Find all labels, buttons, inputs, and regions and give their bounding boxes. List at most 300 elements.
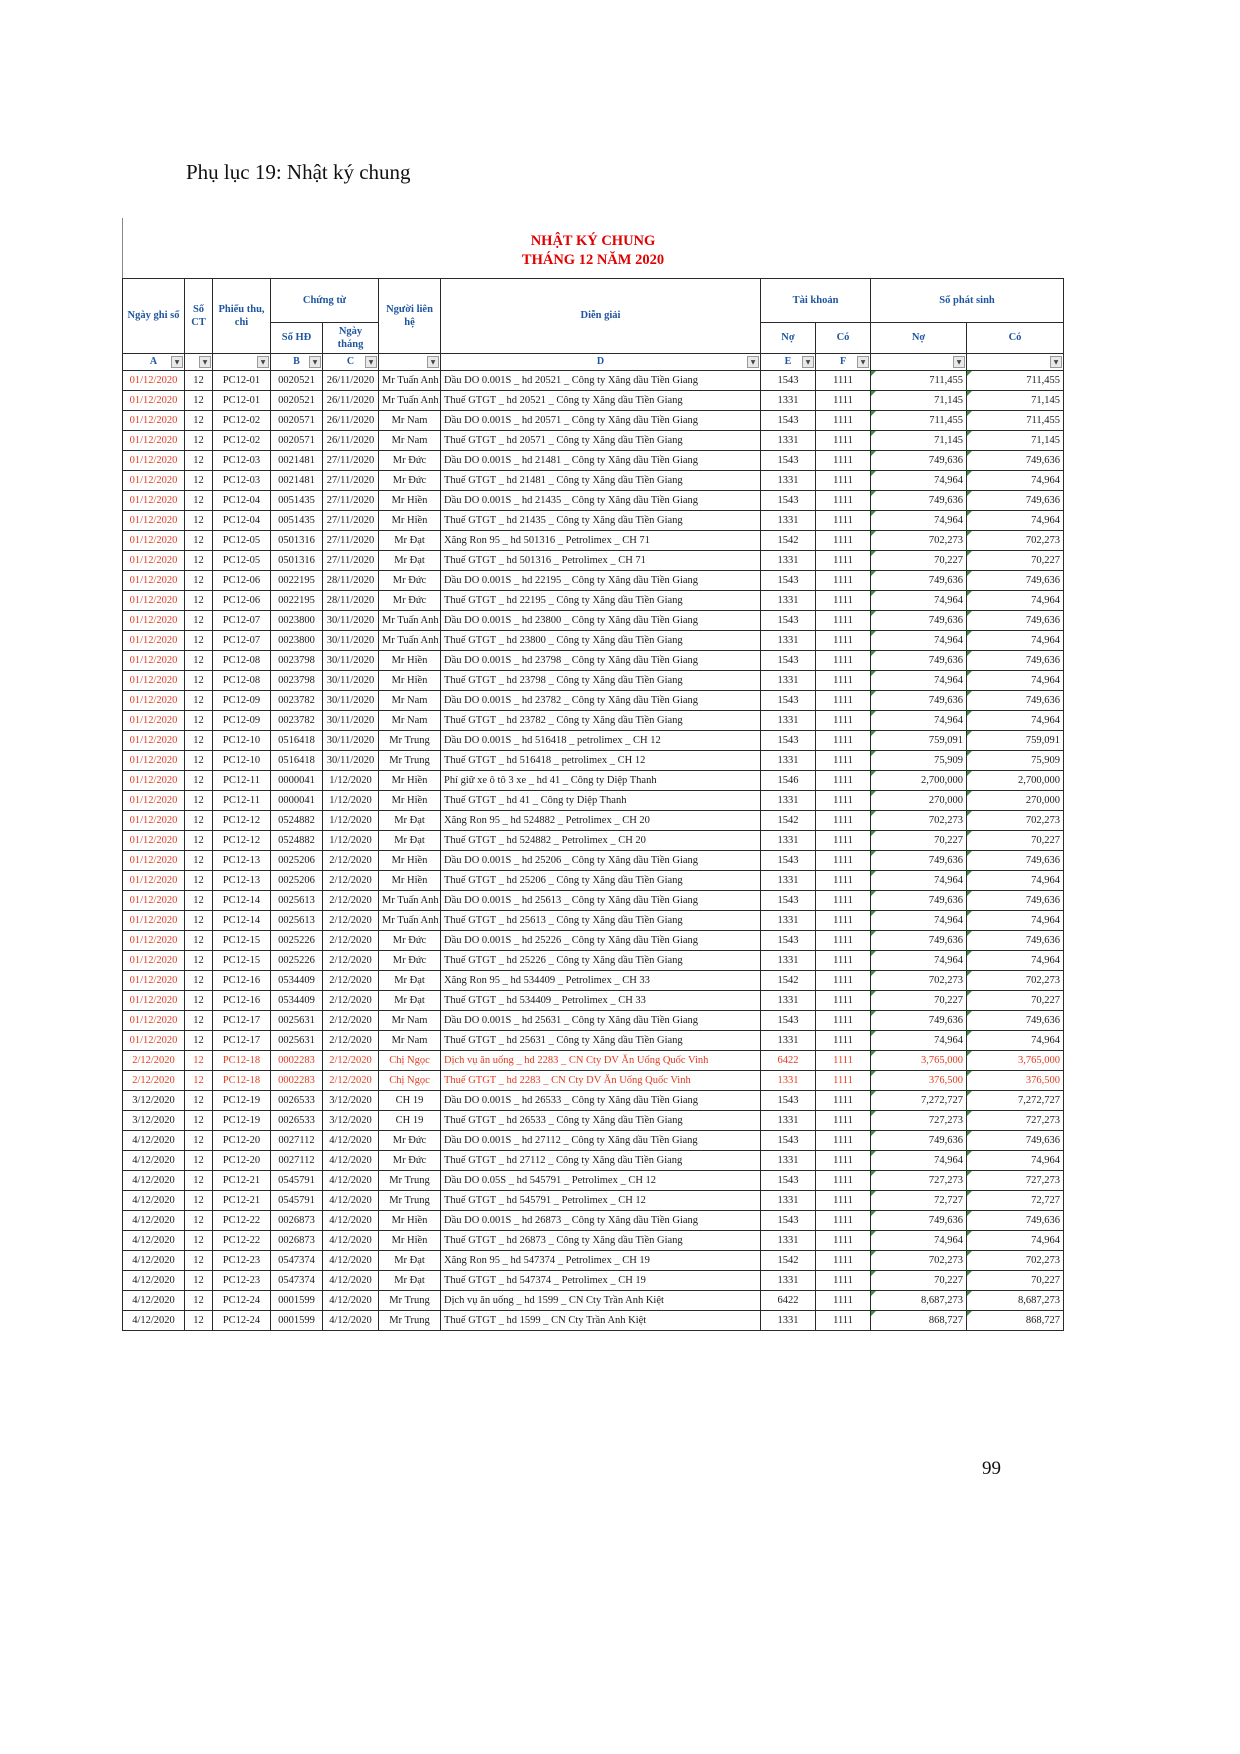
page-heading: Phụ lục 19: Nhật ký chung bbox=[186, 160, 411, 184]
cell-dg: Dầu DO 0.001S _ hd 26873 _ Công ty Xăng dầu Tiền Giang bbox=[441, 1210, 761, 1230]
cell-phieu: PC12-13 bbox=[213, 850, 271, 870]
cell-date: 01/12/2020 bbox=[123, 570, 185, 590]
cell-co: 1111 bbox=[816, 1270, 871, 1290]
cell-psc: 74,964 bbox=[967, 1030, 1064, 1050]
cell-date: 01/12/2020 bbox=[123, 770, 185, 790]
cell-hd: 0023798 bbox=[271, 650, 323, 670]
cell-no: 1543 bbox=[761, 410, 816, 430]
cell-ct: 12 bbox=[185, 530, 213, 550]
cell-psc: 702,273 bbox=[967, 970, 1064, 990]
cell-no: 1543 bbox=[761, 610, 816, 630]
column-letter-cell bbox=[213, 353, 271, 370]
cell-co: 1111 bbox=[816, 970, 871, 990]
cell-date: 4/12/2020 bbox=[123, 1250, 185, 1270]
cell-dg: Thuế GTGT _ hd 2283 _ CN Cty DV Ăn Uống Quốc Vinh bbox=[441, 1070, 761, 1090]
cell-phieu: PC12-03 bbox=[213, 470, 271, 490]
cell-dg: Dầu DO 0.001S _ hd 22195 _ Công ty Xăng dầu Tiền Giang bbox=[441, 570, 761, 590]
cell-lh: Mr Hiền bbox=[379, 1230, 441, 1250]
cell-lh: Mr Đạt bbox=[379, 1270, 441, 1290]
cell-ct: 12 bbox=[185, 1230, 213, 1250]
cell-date: 01/12/2020 bbox=[123, 870, 185, 890]
cell-phieu: PC12-14 bbox=[213, 910, 271, 930]
cell-hd: 0516418 bbox=[271, 730, 323, 750]
cell-ct: 12 bbox=[185, 870, 213, 890]
cell-co: 1111 bbox=[816, 470, 871, 490]
cell-psc: 270,000 bbox=[967, 790, 1064, 810]
table-row bbox=[123, 430, 1064, 450]
cell-phieu: PC12-11 bbox=[213, 790, 271, 810]
cell-lh: Mr Tuấn Anh bbox=[379, 610, 441, 630]
cell-lh: Mr Nam bbox=[379, 710, 441, 730]
cell-lh: Mr Đức bbox=[379, 450, 441, 470]
cell-ct: 12 bbox=[185, 510, 213, 530]
cell-ngay: 27/11/2020 bbox=[323, 470, 379, 490]
cell-psn: 3,765,000 bbox=[871, 1050, 967, 1070]
column-letter: D bbox=[596, 356, 605, 368]
cell-no: 1543 bbox=[761, 850, 816, 870]
cell-date: 01/12/2020 bbox=[123, 430, 185, 450]
filter-dropdown-icon[interactable]: ▼ bbox=[857, 356, 869, 368]
cell-no: 1331 bbox=[761, 750, 816, 770]
cell-ct: 12 bbox=[185, 1150, 213, 1170]
cell-psc: 749,636 bbox=[967, 690, 1064, 710]
cell-psc: 749,636 bbox=[967, 450, 1064, 470]
cell-dg: Dầu DO 0.001S _ hd 21435 _ Công ty Xăng dầu Tiền Giang bbox=[441, 490, 761, 510]
cell-ngay: 4/12/2020 bbox=[323, 1290, 379, 1310]
cell-co: 1111 bbox=[816, 1130, 871, 1150]
cell-no: 1331 bbox=[761, 670, 816, 690]
cell-co: 1111 bbox=[816, 1310, 871, 1330]
cell-lh: Mr Đức bbox=[379, 1150, 441, 1170]
header-dien-giai: Diễn giải bbox=[441, 278, 761, 353]
cell-lh: Mr Đạt bbox=[379, 830, 441, 850]
filter-dropdown-icon[interactable]: ▼ bbox=[171, 356, 183, 368]
cell-ngay: 28/11/2020 bbox=[323, 590, 379, 610]
cell-date: 01/12/2020 bbox=[123, 750, 185, 770]
cell-lh: Mr Đức bbox=[379, 470, 441, 490]
cell-no: 1331 bbox=[761, 550, 816, 570]
filter-dropdown-icon[interactable]: ▼ bbox=[309, 356, 321, 368]
cell-hd: 0021481 bbox=[271, 450, 323, 470]
cell-psn: 749,636 bbox=[871, 1010, 967, 1030]
cell-ngay: 2/12/2020 bbox=[323, 970, 379, 990]
cell-psc: 71,145 bbox=[967, 430, 1064, 450]
cell-psn: 376,500 bbox=[871, 1070, 967, 1090]
cell-psn: 749,636 bbox=[871, 490, 967, 510]
cell-psc: 749,636 bbox=[967, 570, 1064, 590]
filter-dropdown-icon[interactable]: ▼ bbox=[199, 356, 211, 368]
table-row bbox=[123, 610, 1064, 630]
cell-dg: Thuế GTGT _ hd 23798 _ Công ty Xăng dầu Tiền Giang bbox=[441, 670, 761, 690]
cell-dg: Dầu DO 0.001S _ hd 25613 _ Công ty Xăng dầu Tiền Giang bbox=[441, 890, 761, 910]
cell-ngay: 27/11/2020 bbox=[323, 490, 379, 510]
cell-ct: 12 bbox=[185, 1170, 213, 1190]
cell-date: 3/12/2020 bbox=[123, 1110, 185, 1130]
cell-no: 1546 bbox=[761, 770, 816, 790]
cell-lh: Mr Hiền bbox=[379, 510, 441, 530]
cell-no: 1542 bbox=[761, 1250, 816, 1270]
cell-lh: Mr Trung bbox=[379, 1290, 441, 1310]
cell-ct: 12 bbox=[185, 470, 213, 490]
cell-co: 1111 bbox=[816, 730, 871, 750]
column-letter-cell bbox=[123, 353, 185, 370]
cell-no: 1331 bbox=[761, 910, 816, 930]
cell-psc: 2,700,000 bbox=[967, 770, 1064, 790]
cell-dg: Dầu DO 0.001S _ hd 26533 _ Công ty Xăng dầu Tiền Giang bbox=[441, 1090, 761, 1110]
cell-ct: 12 bbox=[185, 390, 213, 410]
cell-hd: 0025631 bbox=[271, 1010, 323, 1030]
cell-ct: 12 bbox=[185, 1110, 213, 1130]
cell-psn: 702,273 bbox=[871, 1250, 967, 1270]
cell-ngay: 4/12/2020 bbox=[323, 1270, 379, 1290]
cell-date: 01/12/2020 bbox=[123, 970, 185, 990]
cell-ngay: 27/11/2020 bbox=[323, 550, 379, 570]
table-row bbox=[123, 510, 1064, 530]
cell-date: 01/12/2020 bbox=[123, 990, 185, 1010]
cell-phieu: PC12-16 bbox=[213, 990, 271, 1010]
cell-ngay: 2/12/2020 bbox=[323, 870, 379, 890]
cell-hd: 0022195 bbox=[271, 590, 323, 610]
cell-ngay: 2/12/2020 bbox=[323, 990, 379, 1010]
cell-dg: Dầu DO 0.001S _ hd 25206 _ Công ty Xăng dầu Tiền Giang bbox=[441, 850, 761, 870]
cell-ct: 12 bbox=[185, 410, 213, 430]
cell-dg: Thuế GTGT _ hd 20521 _ Công ty Xăng dầu Tiền Giang bbox=[441, 390, 761, 410]
cell-co: 1111 bbox=[816, 1110, 871, 1130]
cell-psc: 74,964 bbox=[967, 470, 1064, 490]
cell-co: 1111 bbox=[816, 670, 871, 690]
cell-co: 1111 bbox=[816, 930, 871, 950]
cell-phieu: PC12-18 bbox=[213, 1070, 271, 1090]
cell-co: 1111 bbox=[816, 750, 871, 770]
cell-ngay: 2/12/2020 bbox=[323, 1070, 379, 1090]
cell-co: 1111 bbox=[816, 1170, 871, 1190]
cell-ct: 12 bbox=[185, 1210, 213, 1230]
cell-phieu: PC12-09 bbox=[213, 710, 271, 730]
table-row bbox=[123, 1210, 1064, 1230]
cell-psc: 711,455 bbox=[967, 410, 1064, 430]
cell-date: 4/12/2020 bbox=[123, 1170, 185, 1190]
cell-dg: Dầu DO 0.001S _ hd 23782 _ Công ty Xăng dầu Tiền Giang bbox=[441, 690, 761, 710]
cell-ct: 12 bbox=[185, 710, 213, 730]
cell-hd: 0020571 bbox=[271, 430, 323, 450]
cell-ngay: 4/12/2020 bbox=[323, 1150, 379, 1170]
column-letter-cell bbox=[185, 353, 213, 370]
cell-ngay: 27/11/2020 bbox=[323, 450, 379, 470]
cell-psn: 70,227 bbox=[871, 550, 967, 570]
cell-lh: Mr Đạt bbox=[379, 990, 441, 1010]
cell-no: 1543 bbox=[761, 370, 816, 390]
table-row bbox=[123, 650, 1064, 670]
cell-phieu: PC12-24 bbox=[213, 1310, 271, 1330]
cell-dg: Thuế GTGT _ hd 516418 _ petrolimex _ CH 12 bbox=[441, 750, 761, 770]
cell-no: 1542 bbox=[761, 530, 816, 550]
cell-ngay: 30/11/2020 bbox=[323, 750, 379, 770]
table-row bbox=[123, 890, 1064, 910]
cell-ngay: 4/12/2020 bbox=[323, 1170, 379, 1190]
cell-hd: 0023782 bbox=[271, 690, 323, 710]
cell-psc: 749,636 bbox=[967, 1210, 1064, 1230]
cell-ct: 12 bbox=[185, 1190, 213, 1210]
cell-psn: 702,273 bbox=[871, 530, 967, 550]
table-row bbox=[123, 770, 1064, 790]
table-row bbox=[123, 1130, 1064, 1150]
cell-phieu: PC12-21 bbox=[213, 1170, 271, 1190]
cell-hd: 0025631 bbox=[271, 1030, 323, 1050]
cell-ngay: 30/11/2020 bbox=[323, 610, 379, 630]
table-row bbox=[123, 450, 1064, 470]
table-row bbox=[123, 1250, 1064, 1270]
filter-dropdown-icon[interactable]: ▼ bbox=[257, 356, 269, 368]
filter-dropdown-icon[interactable]: ▼ bbox=[365, 356, 377, 368]
table-row bbox=[123, 730, 1064, 750]
cell-ngay: 30/11/2020 bbox=[323, 710, 379, 730]
cell-hd: 0020521 bbox=[271, 390, 323, 410]
journal-rows bbox=[123, 370, 1064, 1330]
cell-phieu: PC12-04 bbox=[213, 510, 271, 530]
column-letter-cell bbox=[967, 353, 1064, 370]
cell-hd: 0023800 bbox=[271, 630, 323, 650]
cell-co: 1111 bbox=[816, 550, 871, 570]
cell-co: 1111 bbox=[816, 890, 871, 910]
filter-dropdown-icon[interactable]: ▼ bbox=[427, 356, 439, 368]
cell-date: 01/12/2020 bbox=[123, 470, 185, 490]
cell-no: 1543 bbox=[761, 730, 816, 750]
cell-psn: 749,636 bbox=[871, 1210, 967, 1230]
cell-dg: Thuế GTGT _ hd 524882 _ Petrolimex _ CH 20 bbox=[441, 830, 761, 850]
cell-psc: 702,273 bbox=[967, 810, 1064, 830]
column-letter-cell bbox=[271, 353, 323, 370]
cell-ngay: 4/12/2020 bbox=[323, 1230, 379, 1250]
cell-dg: Dầu DO 0.05S _ hd 545791 _ Petrolimex _ CH 12 bbox=[441, 1170, 761, 1190]
cell-date: 4/12/2020 bbox=[123, 1210, 185, 1230]
cell-hd: 0000041 bbox=[271, 770, 323, 790]
cell-date: 01/12/2020 bbox=[123, 950, 185, 970]
cell-date: 01/12/2020 bbox=[123, 630, 185, 650]
header-ngay-thang: Ngày tháng bbox=[323, 322, 379, 353]
cell-dg: Dầu DO 0.001S _ hd 27112 _ Công ty Xăng dầu Tiền Giang bbox=[441, 1130, 761, 1150]
cell-date: 01/12/2020 bbox=[123, 610, 185, 630]
cell-phieu: PC12-08 bbox=[213, 650, 271, 670]
cell-dg: Xăng Ron 95 _ hd 547374 _ Petrolimex _ CH 19 bbox=[441, 1250, 761, 1270]
table-row bbox=[123, 590, 1064, 610]
cell-psn: 74,964 bbox=[871, 470, 967, 490]
cell-ct: 12 bbox=[185, 950, 213, 970]
spreadsheet-area bbox=[122, 218, 1063, 1331]
cell-co: 1111 bbox=[816, 990, 871, 1010]
cell-ct: 12 bbox=[185, 1050, 213, 1070]
cell-ngay: 2/12/2020 bbox=[323, 1050, 379, 1070]
cell-ct: 12 bbox=[185, 650, 213, 670]
cell-co: 1111 bbox=[816, 690, 871, 710]
cell-psc: 3,765,000 bbox=[967, 1050, 1064, 1070]
cell-psn: 270,000 bbox=[871, 790, 967, 810]
cell-phieu: PC12-19 bbox=[213, 1110, 271, 1130]
cell-lh: CH 19 bbox=[379, 1110, 441, 1130]
cell-hd: 0023798 bbox=[271, 670, 323, 690]
table-row bbox=[123, 690, 1064, 710]
cell-date: 4/12/2020 bbox=[123, 1230, 185, 1250]
cell-ct: 12 bbox=[185, 1090, 213, 1110]
cell-date: 01/12/2020 bbox=[123, 590, 185, 610]
cell-ngay: 26/11/2020 bbox=[323, 410, 379, 430]
cell-dg: Dầu DO 0.001S _ hd 21481 _ Công ty Xăng dầu Tiền Giang bbox=[441, 450, 761, 470]
cell-hd: 0051435 bbox=[271, 510, 323, 530]
cell-lh: Mr Tuấn Anh bbox=[379, 890, 441, 910]
filter-dropdown-icon[interactable]: ▼ bbox=[1050, 356, 1062, 368]
cell-lh: Mr Nam bbox=[379, 690, 441, 710]
cell-ct: 12 bbox=[185, 1310, 213, 1330]
cell-phieu: PC12-21 bbox=[213, 1190, 271, 1210]
cell-lh: Mr Trung bbox=[379, 730, 441, 750]
cell-ngay: 2/12/2020 bbox=[323, 910, 379, 930]
cell-dg: Thuế GTGT _ hd 23800 _ Công ty Xăng dầu Tiền Giang bbox=[441, 630, 761, 650]
cell-hd: 0025206 bbox=[271, 850, 323, 870]
cell-psc: 74,964 bbox=[967, 630, 1064, 650]
cell-ngay: 30/11/2020 bbox=[323, 630, 379, 650]
cell-hd: 0027112 bbox=[271, 1130, 323, 1150]
cell-dg: Phí giữ xe ô tô 3 xe _ hd 41 _ Công ty Diệp Thanh bbox=[441, 770, 761, 790]
cell-dg: Thuế GTGT _ hd 21481 _ Công ty Xăng dầu Tiền Giang bbox=[441, 470, 761, 490]
cell-date: 01/12/2020 bbox=[123, 890, 185, 910]
cell-lh: Mr Trung bbox=[379, 1170, 441, 1190]
cell-phieu: PC12-22 bbox=[213, 1230, 271, 1250]
cell-co: 1111 bbox=[816, 610, 871, 630]
table-row bbox=[123, 990, 1064, 1010]
cell-hd: 0524882 bbox=[271, 830, 323, 850]
cell-date: 01/12/2020 bbox=[123, 730, 185, 750]
cell-psc: 74,964 bbox=[967, 670, 1064, 690]
cell-no: 1543 bbox=[761, 490, 816, 510]
cell-psn: 727,273 bbox=[871, 1170, 967, 1190]
cell-ct: 12 bbox=[185, 1010, 213, 1030]
cell-hd: 0026873 bbox=[271, 1230, 323, 1250]
cell-co: 1111 bbox=[816, 530, 871, 550]
cell-date: 2/12/2020 bbox=[123, 1070, 185, 1090]
cell-ngay: 1/12/2020 bbox=[323, 790, 379, 810]
cell-ngay: 2/12/2020 bbox=[323, 850, 379, 870]
cell-psc: 376,500 bbox=[967, 1070, 1064, 1090]
cell-no: 1543 bbox=[761, 1170, 816, 1190]
header-so-hd: Số HĐ bbox=[271, 322, 323, 353]
cell-lh: Mr Đức bbox=[379, 590, 441, 610]
cell-no: 1543 bbox=[761, 1010, 816, 1030]
cell-date: 2/12/2020 bbox=[123, 1050, 185, 1070]
page-number: 99 bbox=[982, 1458, 1001, 1479]
cell-no: 1543 bbox=[761, 890, 816, 910]
cell-co: 1111 bbox=[816, 910, 871, 930]
filter-dropdown-icon[interactable]: ▼ bbox=[802, 356, 814, 368]
cell-ngay: 27/11/2020 bbox=[323, 530, 379, 550]
header-so-phat-sinh: Số phát sinh bbox=[871, 278, 1064, 322]
cell-hd: 0022195 bbox=[271, 570, 323, 590]
cell-co: 1111 bbox=[816, 1250, 871, 1270]
cell-no: 1331 bbox=[761, 390, 816, 410]
cell-ngay: 30/11/2020 bbox=[323, 730, 379, 750]
cell-date: 01/12/2020 bbox=[123, 850, 185, 870]
cell-hd: 0026533 bbox=[271, 1110, 323, 1130]
cell-date: 01/12/2020 bbox=[123, 790, 185, 810]
cell-co: 1111 bbox=[816, 810, 871, 830]
cell-co: 1111 bbox=[816, 370, 871, 390]
cell-lh: Mr Hiền bbox=[379, 670, 441, 690]
cell-ngay: 27/11/2020 bbox=[323, 510, 379, 530]
cell-date: 01/12/2020 bbox=[123, 670, 185, 690]
cell-phieu: PC12-24 bbox=[213, 1290, 271, 1310]
cell-lh: Mr Hiền bbox=[379, 1210, 441, 1230]
cell-phieu: PC12-07 bbox=[213, 610, 271, 630]
cell-phieu: PC12-02 bbox=[213, 430, 271, 450]
table-row bbox=[123, 1010, 1064, 1030]
cell-dg: Thuế GTGT _ hd 25206 _ Công ty Xăng dầu Tiền Giang bbox=[441, 870, 761, 890]
cell-psc: 8,687,273 bbox=[967, 1290, 1064, 1310]
cell-ct: 12 bbox=[185, 630, 213, 650]
cell-psc: 74,964 bbox=[967, 1150, 1064, 1170]
filter-dropdown-icon[interactable]: ▼ bbox=[747, 356, 759, 368]
table-row bbox=[123, 570, 1064, 590]
cell-dg: Xăng Ron 95 _ hd 501316 _ Petrolimex _ CH 71 bbox=[441, 530, 761, 550]
cell-date: 4/12/2020 bbox=[123, 1290, 185, 1310]
cell-phieu: PC12-06 bbox=[213, 590, 271, 610]
cell-no: 1331 bbox=[761, 1070, 816, 1090]
cell-phieu: PC12-05 bbox=[213, 530, 271, 550]
cell-ngay: 2/12/2020 bbox=[323, 950, 379, 970]
cell-co: 1111 bbox=[816, 950, 871, 970]
cell-no: 1331 bbox=[761, 870, 816, 890]
table-row bbox=[123, 550, 1064, 570]
cell-dg: Xăng Ron 95 _ hd 524882 _ Petrolimex _ CH 20 bbox=[441, 810, 761, 830]
cell-psn: 75,909 bbox=[871, 750, 967, 770]
sheet-title: NHẬT KÝ CHUNG bbox=[530, 233, 656, 249]
cell-psn: 70,227 bbox=[871, 990, 967, 1010]
cell-date: 01/12/2020 bbox=[123, 390, 185, 410]
table-row bbox=[123, 530, 1064, 550]
cell-phieu: PC12-19 bbox=[213, 1090, 271, 1110]
cell-date: 01/12/2020 bbox=[123, 650, 185, 670]
cell-no: 1331 bbox=[761, 950, 816, 970]
cell-psn: 749,636 bbox=[871, 450, 967, 470]
cell-dg: Thuế GTGT _ hd 41 _ Công ty Diệp Thanh bbox=[441, 790, 761, 810]
cell-ct: 12 bbox=[185, 750, 213, 770]
column-letter: B bbox=[293, 356, 300, 368]
cell-ngay: 3/12/2020 bbox=[323, 1110, 379, 1130]
cell-ct: 12 bbox=[185, 1030, 213, 1050]
cell-dg: Thuế GTGT _ hd 22195 _ Công ty Xăng dầu Tiền Giang bbox=[441, 590, 761, 610]
cell-ct: 12 bbox=[185, 810, 213, 830]
cell-hd: 0021481 bbox=[271, 470, 323, 490]
cell-date: 01/12/2020 bbox=[123, 370, 185, 390]
cell-ct: 12 bbox=[185, 1270, 213, 1290]
cell-psc: 74,964 bbox=[967, 710, 1064, 730]
cell-psn: 711,455 bbox=[871, 370, 967, 390]
cell-hd: 0025613 bbox=[271, 890, 323, 910]
cell-hd: 0023782 bbox=[271, 710, 323, 730]
cell-no: 1331 bbox=[761, 1190, 816, 1210]
cell-no: 1331 bbox=[761, 430, 816, 450]
cell-psn: 749,636 bbox=[871, 930, 967, 950]
cell-psc: 74,964 bbox=[967, 1230, 1064, 1250]
column-letter-cell bbox=[871, 353, 967, 370]
cell-phieu: PC12-10 bbox=[213, 750, 271, 770]
filter-dropdown-icon[interactable]: ▼ bbox=[953, 356, 965, 368]
cell-phieu: PC12-07 bbox=[213, 630, 271, 650]
cell-lh: Chị Ngọc bbox=[379, 1070, 441, 1090]
table-row bbox=[123, 810, 1064, 830]
cell-psc: 749,636 bbox=[967, 1010, 1064, 1030]
cell-psn: 749,636 bbox=[871, 890, 967, 910]
cell-psn: 868,727 bbox=[871, 1310, 967, 1330]
cell-psn: 711,455 bbox=[871, 410, 967, 430]
cell-lh: Mr Đức bbox=[379, 950, 441, 970]
